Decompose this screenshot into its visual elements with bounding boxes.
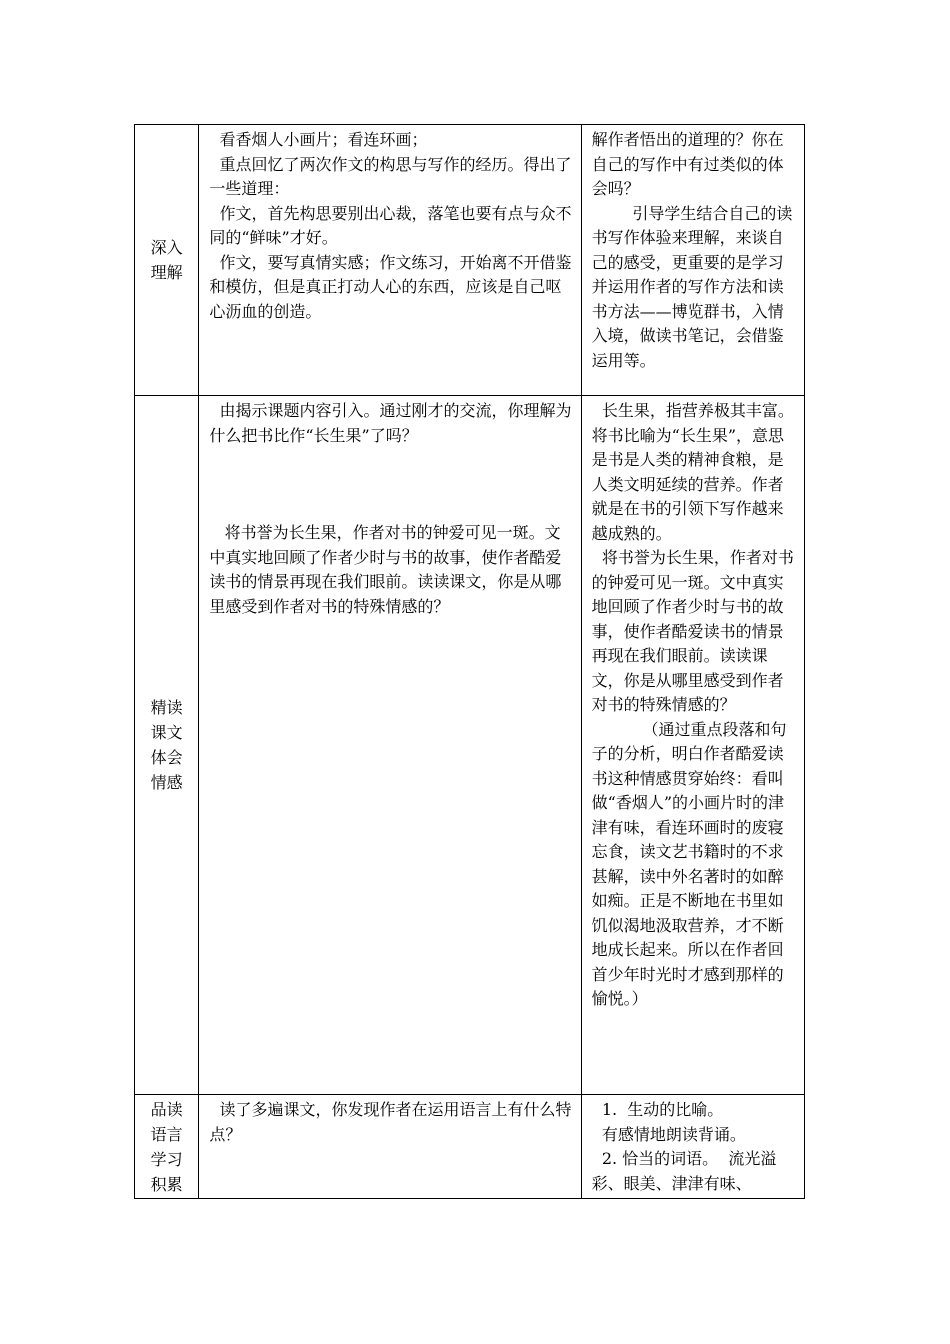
row-label-deep-understanding: 深入 理解 bbox=[135, 125, 199, 396]
paragraph: 作文，首先构思要别出心裁，落笔也要有点与众不同的“鲜味”才好。 bbox=[209, 203, 572, 247]
paragraph: 1. 生动的比喻。 bbox=[591, 1100, 724, 1119]
paragraph: （通过重点段落和句子的分析，明白作者酷爱读书这种情感贯穿始终：看叫做“香烟人”的小画片时的津津有味，看连环画时的废寝忘食，读文艺书籍时的不求甚解，读中外名著时的如醉如痴。正是不断地在书里如饥似渴地汲取营养，才不断地成长起来。所以在作者回首少年时光时才感到那样的愉悦。） bbox=[591, 719, 787, 1008]
lesson-plan-table bbox=[134, 124, 805, 1199]
row-label-language-study: 品读 语言 学习 积累 bbox=[135, 1095, 199, 1199]
teacher-activity-cell bbox=[199, 1095, 581, 1199]
teacher-activity-cell bbox=[199, 396, 581, 1095]
paragraph: 由揭示课题内容引入。通过刚才的交流，你理解为什么把书比作“长生果”了吗？ bbox=[209, 401, 572, 445]
paragraph: 看香烟人小画片；看连环画； bbox=[209, 130, 428, 149]
teacher-activity-cell bbox=[199, 125, 581, 396]
paragraph: 将书誉为长生果，作者对书的钟爱可见一斑。文中真实地回顾了作者少时与书的故事，使作者酷爱读书的情景再现在我们眼前。读读课文，你是从哪里感受到作者对书的特殊情感的？ bbox=[209, 523, 562, 616]
paragraph: 2. 恰当的词语。 流光溢彩、眼美、津津有味、 bbox=[591, 1149, 777, 1193]
paragraph: 重点回忆了两次作文的构思与写作的经历。得出了一些道理： bbox=[209, 154, 572, 198]
guidance-cell bbox=[581, 396, 804, 1095]
guidance-cell bbox=[581, 125, 804, 396]
paragraph: 解作者悟出的道理的？你在自己的写作中有过类似的体会吗？ bbox=[591, 130, 784, 198]
table-row bbox=[135, 1095, 805, 1199]
table-row bbox=[135, 125, 805, 396]
table-row bbox=[135, 396, 805, 1095]
paragraph: 将书誉为长生果，作者对书的钟爱可见一斑。文中真实地回顾了作者少时与书的故事，使作者酷爱读书的情景再现在我们眼前。读读课文，你是从哪里感受到作者对书的特殊情感的？ bbox=[591, 548, 794, 714]
paragraph: 读了多遍课文，你发现作者在运用语言上有什么特点？ bbox=[209, 1100, 572, 1144]
guidance-cell bbox=[581, 1095, 804, 1199]
row-label-close-reading: 精读 课文 体会 情感 bbox=[135, 396, 199, 1095]
paragraph: 长生果，指营养极其丰富。将书比喻为“长生果”，意思是书是人类的精神食粮，是人类文明延续的营养。作者就是在书的引领下写作越来越成熟的。 bbox=[591, 401, 794, 543]
paragraph: 引导学生结合自己的读书写作体验来理解，来谈自己的感受，更重要的是学习并运用作者的写作方法和读书方法——博览群书，入情入境，做读书笔记，会借鉴运用等。 bbox=[591, 203, 793, 370]
paragraph: 作文，要写真情实感；作文练习，开始离不开借鉴和模仿，但是真正打动人心的东西，应该是自己呕心沥血的创造。 bbox=[209, 252, 572, 321]
paragraph: 有感情地朗读背诵。 bbox=[591, 1124, 746, 1144]
